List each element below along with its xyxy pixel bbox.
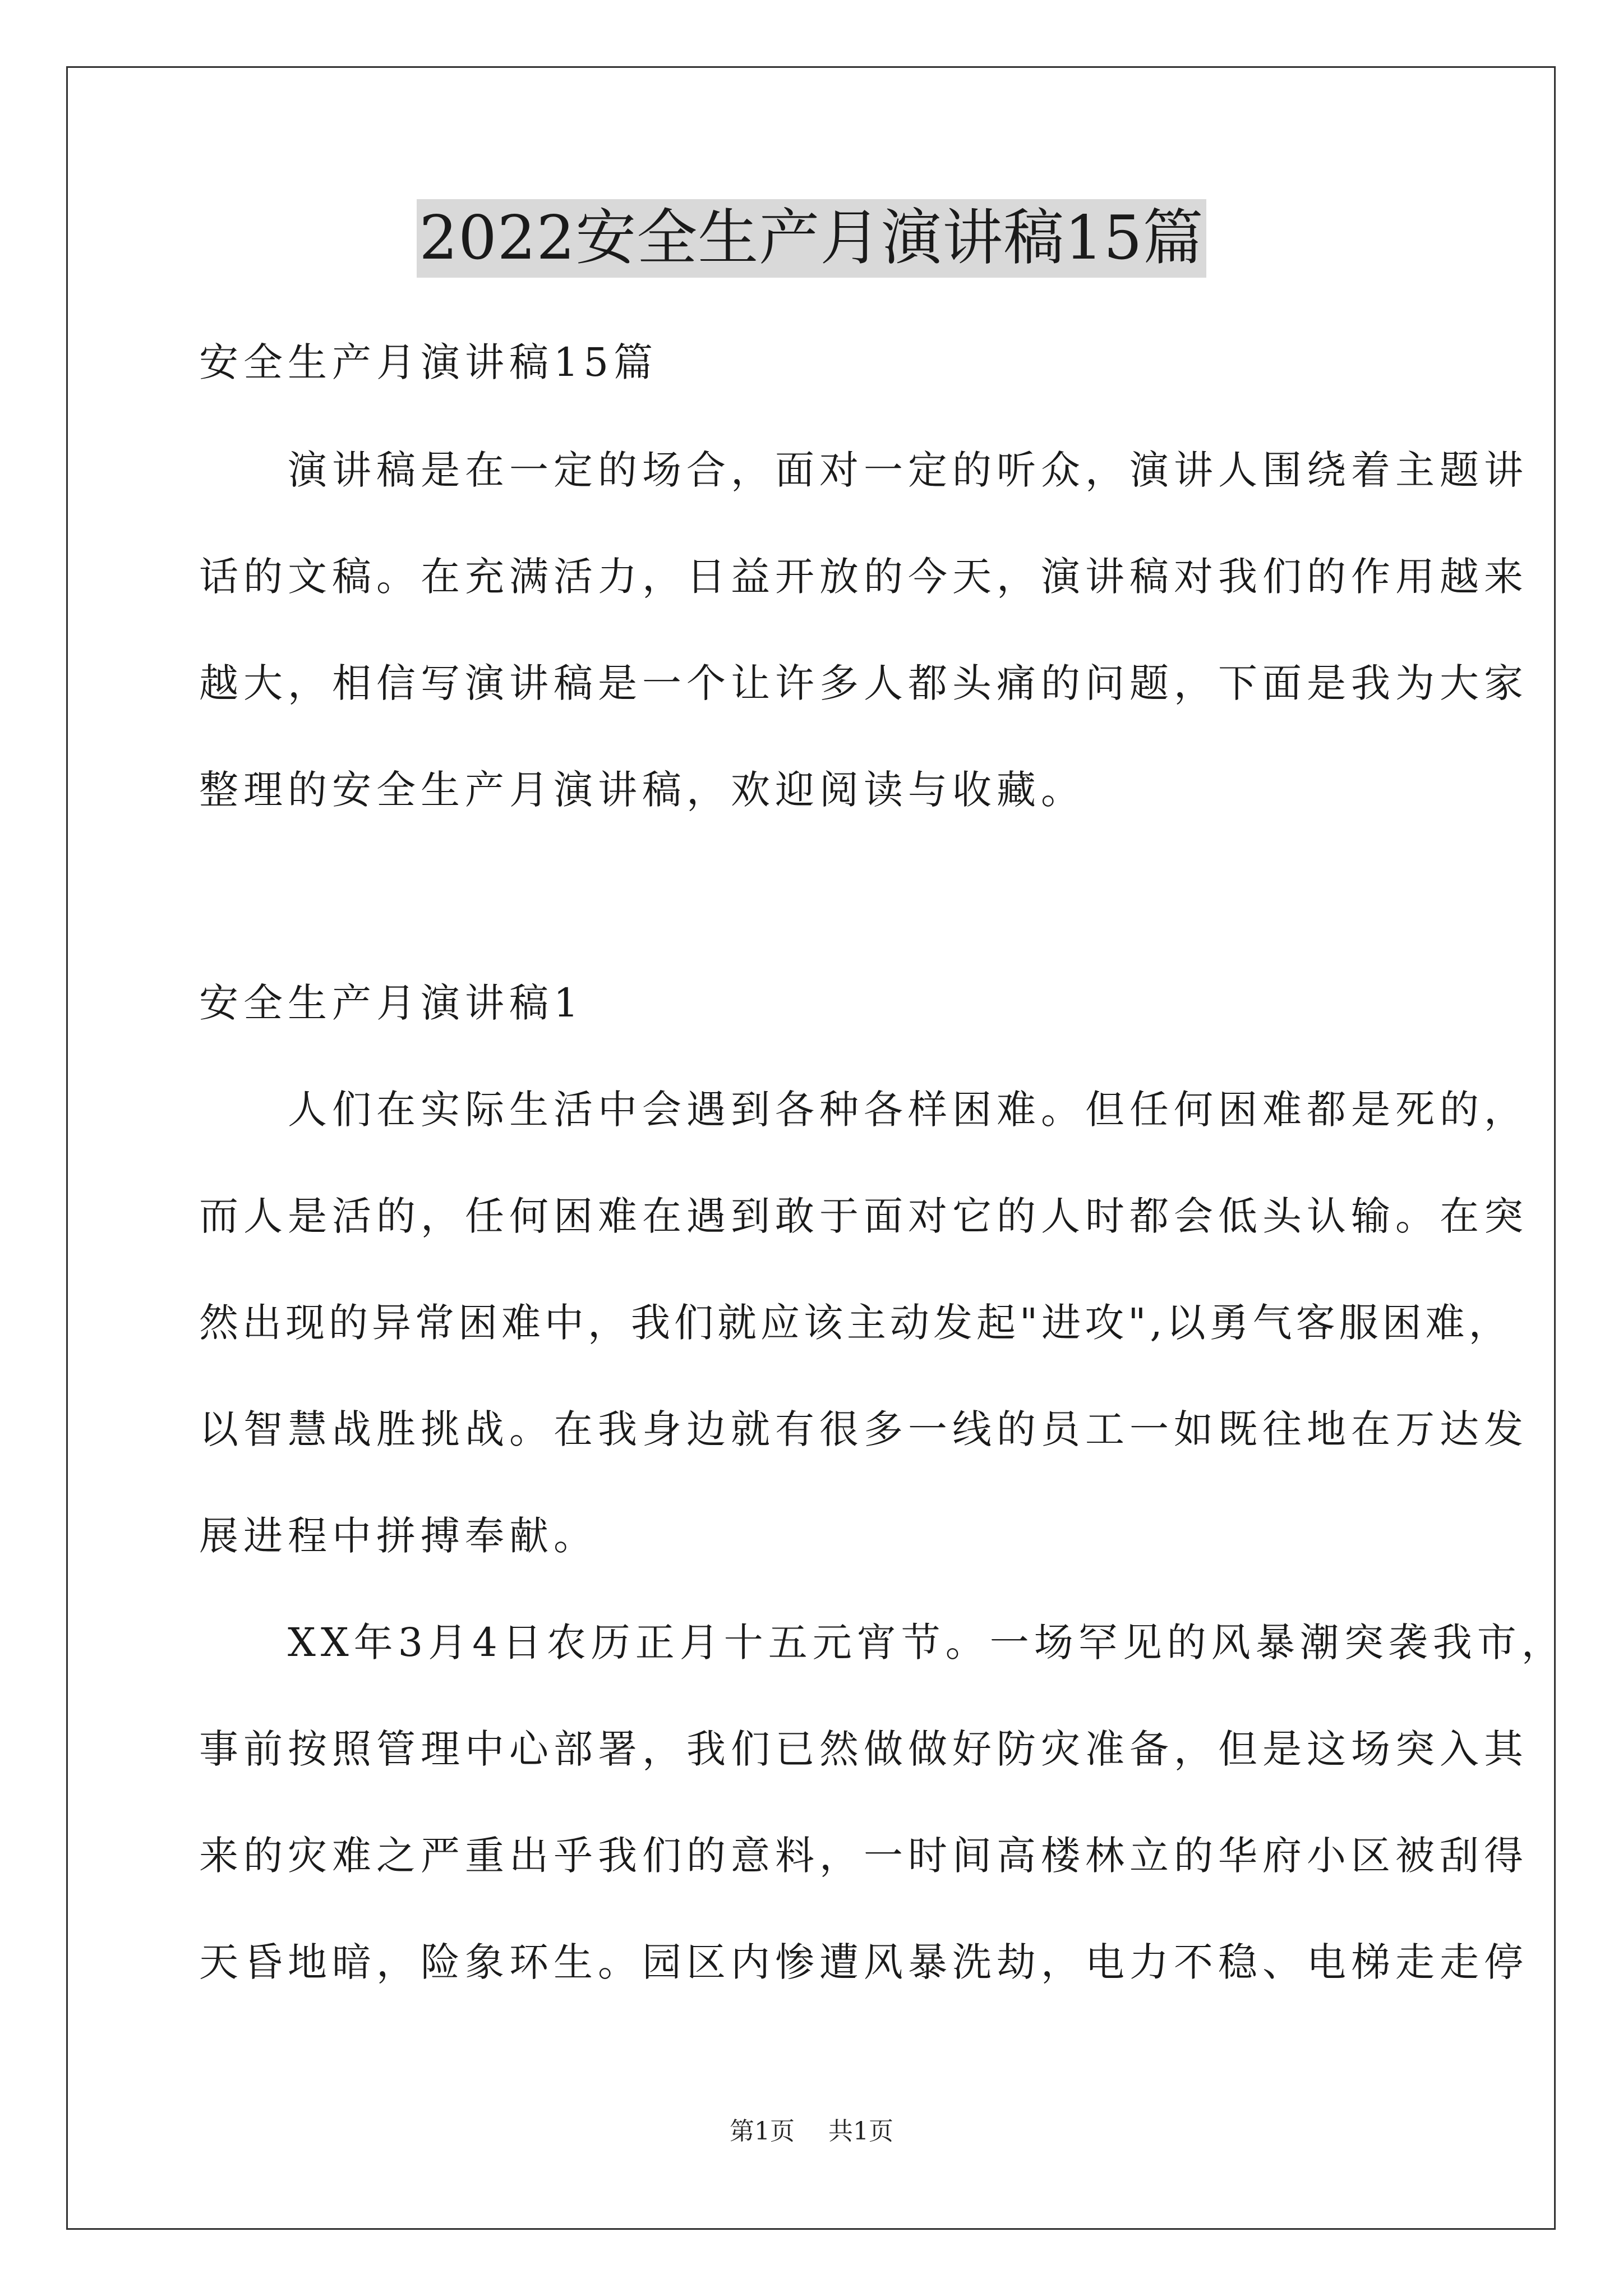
section-heading: 安全生产月演讲稿1 bbox=[199, 980, 584, 1026]
page-number: 第1页 bbox=[730, 2117, 795, 2146]
paragraph-line: 而人是活的，任何困难在遇到敢于面对它的人时都会低头认输。在突 bbox=[199, 1193, 1528, 1239]
paragraph-line: 来的灾难之严重出乎我们的意料，一时间高楼林立的华府小区被刮得 bbox=[199, 1833, 1528, 1879]
paragraph-line: 事前按照管理中心部署，我们已然做做好防灾准备，但是这场突入其 bbox=[199, 1726, 1528, 1772]
paragraph-line: 天昏地暗，险象环生。园区内惨遭风暴洗劫，电力不稳、电梯走走停 bbox=[199, 1939, 1528, 1985]
paragraph-line: 以智慧战胜挑战。在我身边就有很多一线的员工一如既往地在万达发 bbox=[199, 1406, 1528, 1452]
page-total: 共1页 bbox=[828, 2117, 893, 2146]
paragraph-line: 话的文稿。在充满活力，日益开放的今天，演讲稿对我们的作用越来 bbox=[199, 554, 1528, 600]
subtitle-line: 安全生产月演讲稿15篇 bbox=[199, 339, 658, 385]
document-body bbox=[199, 337, 1566, 1988]
paragraph-line: 然出现的异常困难中，我们就应该主动发起"进攻",以勇气客服困难， bbox=[199, 1300, 1512, 1346]
paragraph-line: 整理的安全生产月演讲稿，欢迎阅读与收藏。 bbox=[199, 767, 1085, 813]
paragraph-line: 越大，相信写演讲稿是一个让许多人都头痛的问题，下面是我为大家 bbox=[199, 660, 1528, 706]
title-container bbox=[0, 199, 1623, 278]
paragraph-line: XX年3月4日农历正月十五元宵节。一场罕见的风暴潮突袭我市， bbox=[199, 1619, 1566, 1665]
blank-line bbox=[199, 871, 1433, 922]
document-title: 2022安全生产月演讲稿15篇 bbox=[417, 199, 1206, 278]
paragraph-line: 人们在实际生活中会遇到各种各样困难。但任何困难都是死的， bbox=[199, 1087, 1528, 1133]
paragraph-line: 展进程中拼搏奉献。 bbox=[199, 1513, 598, 1559]
page-footer bbox=[0, 2115, 1623, 2148]
paragraph-line: 演讲稿是在一定的场合，面对一定的听众，演讲人围绕着主题讲 bbox=[199, 447, 1528, 493]
